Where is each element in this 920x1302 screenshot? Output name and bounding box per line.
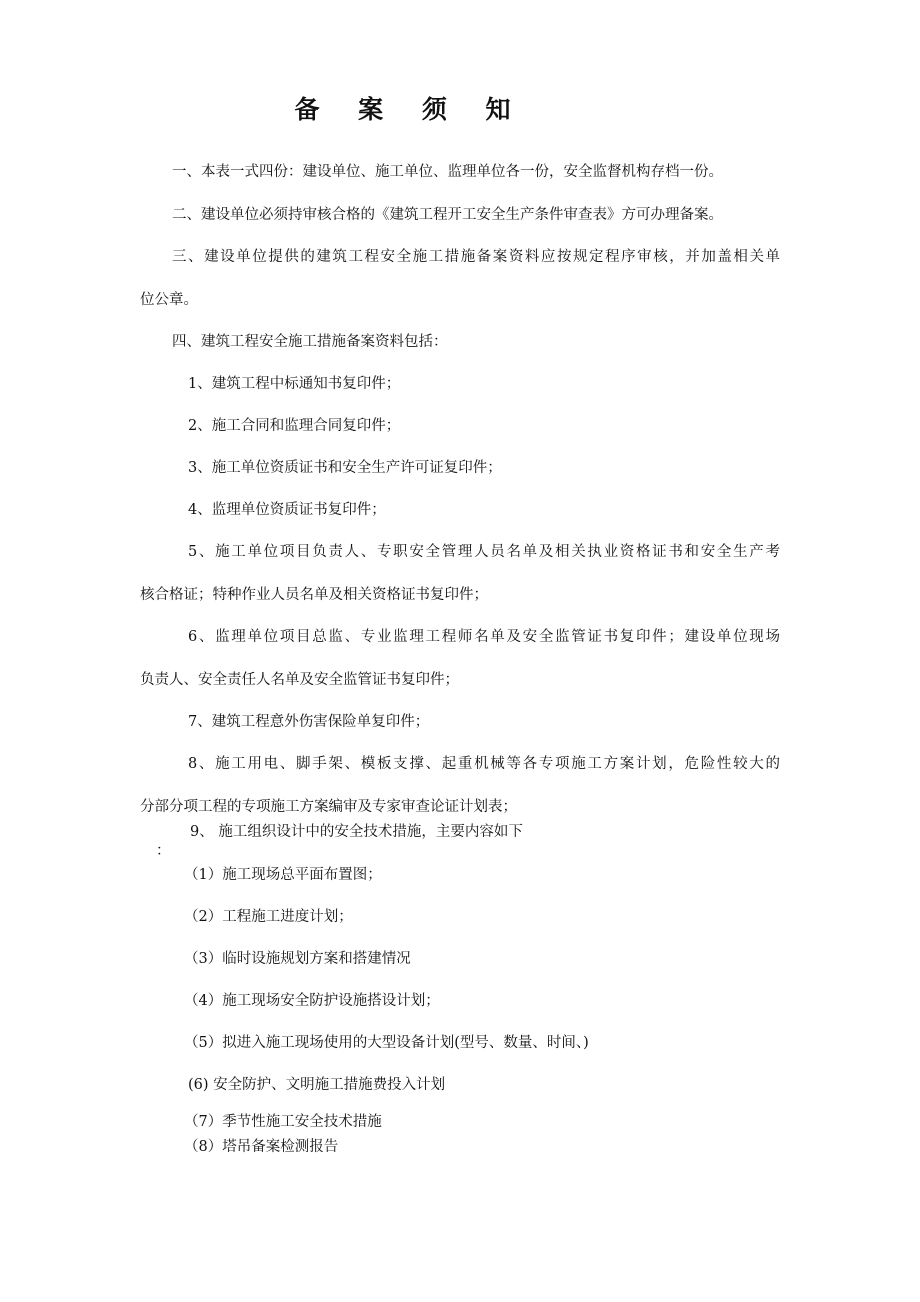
list-item-6-line-1: 6、监理单位项目总监、专业监理工程师名单及安全监管证书复印件；建设单位现场 xyxy=(188,629,780,645)
sub-item-8: （8）塔吊备案检测报告 xyxy=(184,1139,339,1155)
list-item-7: 7、建筑工程意外伤害保险单复印件； xyxy=(188,714,430,730)
paragraph-4: 四、建筑工程安全施工措施备案资料包括： xyxy=(172,334,448,350)
list-item-9: 9、 施工组织设计中的安全技术措施，主要内容如下 xyxy=(190,824,523,840)
paragraph-3-line-1: 三、建设单位提供的建筑工程安全施工措施备案资料应按规定程序审核，并加盖相关单 xyxy=(172,249,780,265)
list-item-6-line-2: 负责人、安全责任人名单及安全监管证书复印件； xyxy=(140,672,459,688)
list-item-9-colon: ： xyxy=(156,843,171,859)
paragraph-1: 一、本表一式四份：建设单位、施工单位、监理单位各一份，安全监督机构存档一份。 xyxy=(172,164,723,180)
list-item-1: 1、建筑工程中标通知书复印件； xyxy=(188,376,401,392)
sub-item-4: （4）施工现场安全防护设施搭设计划； xyxy=(184,993,440,1009)
paragraph-3-line-2: 位公章。 xyxy=(140,292,198,308)
sub-item-2: （2）工程施工进度计划； xyxy=(184,909,353,925)
sub-item-3: （3）临时设施规划方案和搭建情况 xyxy=(184,951,411,967)
list-item-3: 3、施工单位资质证书和安全生产许可证复印件； xyxy=(188,460,502,476)
list-item-2: 2、施工合同和监理合同复印件； xyxy=(188,418,401,434)
list-item-5-line-1: 5、施工单位项目负责人、专职安全管理人员名单及相关执业资格证书和安全生产考 xyxy=(188,544,780,560)
list-item-4: 4、监理单位资质证书复印件； xyxy=(188,502,386,518)
sub-item-1: （1）施工现场总平面布置图； xyxy=(184,867,382,883)
sub-item-7: （7）季节性施工安全技术措施 xyxy=(184,1114,382,1130)
sub-item-5: （5）拟进入施工现场使用的大型设备计划(型号、数量、时间、) xyxy=(184,1035,589,1051)
document-title: 备 案 须 知 xyxy=(294,95,526,124)
paragraph-2: 二、建设单位必须持审核合格的《建筑工程开工安全生产条件审查表》方可办理备案。 xyxy=(172,207,723,223)
list-item-8-line-1: 8、施工用电、脚手架、模板支撑、起重机械等各专项施工方案计划，危险性较大的 xyxy=(188,756,780,772)
sub-item-6: (6) 安全防护、文明施工措施费投入计划 xyxy=(188,1077,446,1093)
list-item-5-line-2: 核合格证；特种作业人员名单及相关资格证书复印件； xyxy=(140,587,488,603)
list-item-8-line-2: 分部分项工程的专项施工方案编审及专家审查论证计划表； xyxy=(140,799,517,815)
